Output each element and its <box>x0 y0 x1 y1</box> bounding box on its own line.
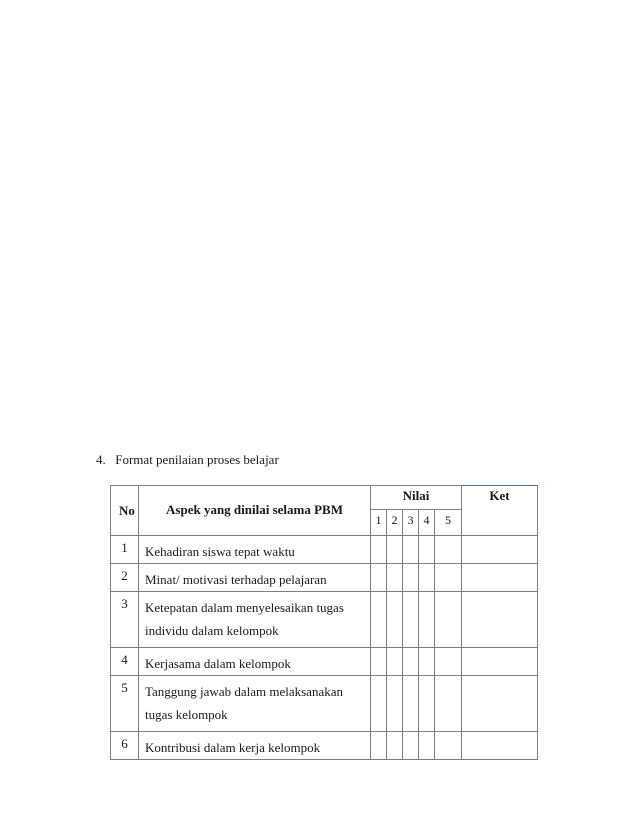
score-cell <box>371 536 387 564</box>
ket-cell <box>462 648 538 676</box>
ket-cell <box>462 592 538 648</box>
table-row <box>111 592 538 648</box>
aspect-line: Kerjasama dalam kelompok <box>145 656 291 671</box>
header-aspek: Aspek yang dinilai selama PBM <box>139 486 371 536</box>
score-cell <box>371 592 387 648</box>
section-heading <box>96 452 279 468</box>
aspect-line: Kehadiran siswa tepat waktu <box>145 544 295 559</box>
score-cell <box>419 592 435 648</box>
score-cell <box>403 732 419 760</box>
ket-cell <box>462 536 538 564</box>
score-cell <box>419 564 435 592</box>
score-cell <box>435 732 462 760</box>
row-aspect <box>139 536 371 564</box>
aspect-line: Ketepatan dalam menyelesaikan tugas <box>145 600 344 615</box>
header-row-top <box>111 486 538 510</box>
row-aspect <box>139 592 371 648</box>
row-number: 2 <box>111 564 139 592</box>
header-no: No <box>111 486 139 536</box>
score-cell <box>371 676 387 732</box>
score-header-3: 3 <box>403 510 419 536</box>
score-cell <box>387 592 403 648</box>
score-cell <box>435 564 462 592</box>
table-row <box>111 676 538 732</box>
aspect-line: Minat/ motivasi terhadap pelajaran <box>145 572 327 587</box>
score-cell <box>371 648 387 676</box>
row-number: 3 <box>111 592 139 648</box>
row-aspect <box>139 732 371 760</box>
row-number: 6 <box>111 732 139 760</box>
ket-cell <box>462 564 538 592</box>
score-cell <box>371 564 387 592</box>
score-cell <box>387 536 403 564</box>
section-number: 4. <box>96 452 106 467</box>
table-row <box>111 536 538 564</box>
row-number: 1 <box>111 536 139 564</box>
score-cell <box>403 564 419 592</box>
score-cell <box>419 676 435 732</box>
score-cell <box>403 536 419 564</box>
score-header-5: 5 <box>435 510 462 536</box>
row-aspect <box>139 676 371 732</box>
score-cell <box>387 676 403 732</box>
score-cell <box>387 564 403 592</box>
score-cell <box>419 536 435 564</box>
row-aspect <box>139 648 371 676</box>
table-row <box>111 732 538 760</box>
score-cell <box>371 732 387 760</box>
score-cell <box>435 592 462 648</box>
aspect-line: Kontribusi dalam kerja kelompok <box>145 740 321 755</box>
score-cell <box>419 648 435 676</box>
score-cell <box>435 536 462 564</box>
score-header-2: 2 <box>387 510 403 536</box>
score-cell <box>403 676 419 732</box>
aspect-line: individu dalam kelompok <box>145 623 279 638</box>
score-header-1: 1 <box>371 510 387 536</box>
score-cell <box>403 648 419 676</box>
row-number: 4 <box>111 648 139 676</box>
score-cell <box>403 592 419 648</box>
score-header-4: 4 <box>419 510 435 536</box>
header-nilai: Nilai <box>371 486 462 510</box>
table-row <box>111 564 538 592</box>
score-cell <box>387 648 403 676</box>
row-number: 5 <box>111 676 139 732</box>
aspect-line: Tanggung jawab dalam melaksanakan <box>145 684 343 699</box>
score-cell <box>435 676 462 732</box>
ket-cell <box>462 676 538 732</box>
header-ket: Ket <box>462 486 538 536</box>
aspect-line: tugas kelompok <box>145 707 228 722</box>
row-aspect <box>139 564 371 592</box>
score-cell <box>419 732 435 760</box>
score-cell <box>435 648 462 676</box>
table-row <box>111 648 538 676</box>
section-title: Format penilaian proses belajar <box>115 452 279 467</box>
assessment-table <box>110 485 538 760</box>
score-cell <box>387 732 403 760</box>
ket-cell <box>462 732 538 760</box>
